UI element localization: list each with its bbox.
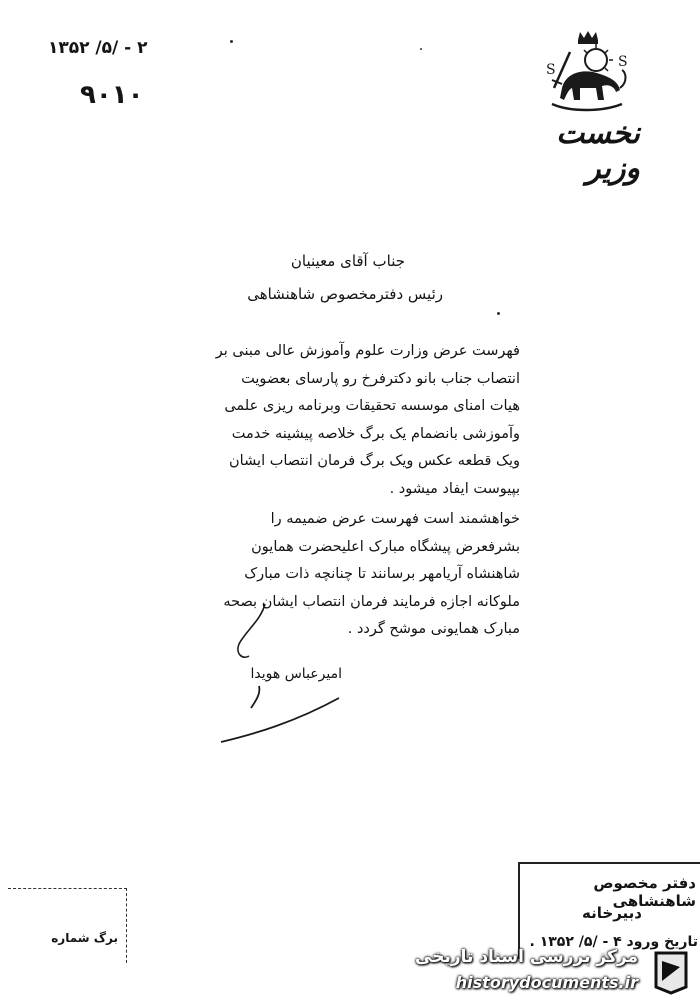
addressee-title: رئیس دفترمخصوص شاهنشاهی: [247, 285, 443, 303]
letter-paragraph-1: [200, 338, 520, 503]
text-line: مبارک همایونی موشح گردد .: [347, 621, 520, 637]
archive-center-logo-icon: [648, 947, 694, 995]
svg-text:S: S: [546, 62, 556, 78]
scan-speck: [497, 312, 500, 315]
document-number: ۹۰۱۰: [80, 80, 144, 110]
watermark-website: historydocuments.ir: [455, 973, 638, 992]
text-line: بپیوست ایفاد میشود .: [389, 480, 520, 497]
text-line: شاهنشاه آریامهر برسانند تا چنانچه ذات مبارک: [244, 566, 520, 582]
text-line: بشرفعرض پیشگاه مبارک اعلیحضرت همایون: [251, 538, 520, 555]
text-line: خواهشمند است فهرست عرض ضمیمه را: [270, 511, 520, 527]
addressee-name: جناب آقای معینیان: [290, 252, 405, 270]
scan-speck: [230, 40, 233, 43]
ministry-title: نخست وزیر: [556, 116, 640, 186]
svg-text:S: S: [618, 54, 628, 70]
archive-watermark: [390, 943, 700, 1003]
document-date: ۱۳۵۲ /۵/ - ۲: [48, 38, 148, 58]
text-line: هیات امنای موسسه تحقیقات وبرنامه ریزی علمی: [224, 398, 520, 414]
stamp-office-name: دفتر مخصوص شاهنشاهی: [593, 874, 696, 910]
stamp-department: دبیرخانه: [582, 904, 642, 922]
text-line: انتصاب جناب بانو دکترفرخ رو پارسای بعضویت: [241, 370, 520, 387]
stamp-received-date: تاریخ ورود ۴ - /۵/ ۱۳۵۲ .: [529, 934, 698, 950]
text-line: ملوکانه اجازه فرمایند فرمان انتصاب ایشان بصحه: [223, 593, 520, 610]
text-line: ویک قطعه عکس ویک برگ فرمان انتصاب ایشان: [229, 453, 520, 469]
watermark-title: مرکز بررسی اسناد تاریخی: [415, 947, 638, 967]
signer-name: امیرعباس هویدا: [250, 666, 342, 682]
text-line: وآموزشی بانضمام یک برگ خلاصه پیشینه خدمت: [231, 425, 520, 442]
text-line: فهرست عرض وزارت علوم وآموزش عالی مبنی بر: [215, 343, 520, 359]
scan-speck: [420, 48, 422, 50]
lion-and-sun-emblem-icon: [540, 30, 632, 112]
page-number-label: برگ شماره: [51, 931, 118, 945]
page-number-stamp: [8, 888, 127, 963]
